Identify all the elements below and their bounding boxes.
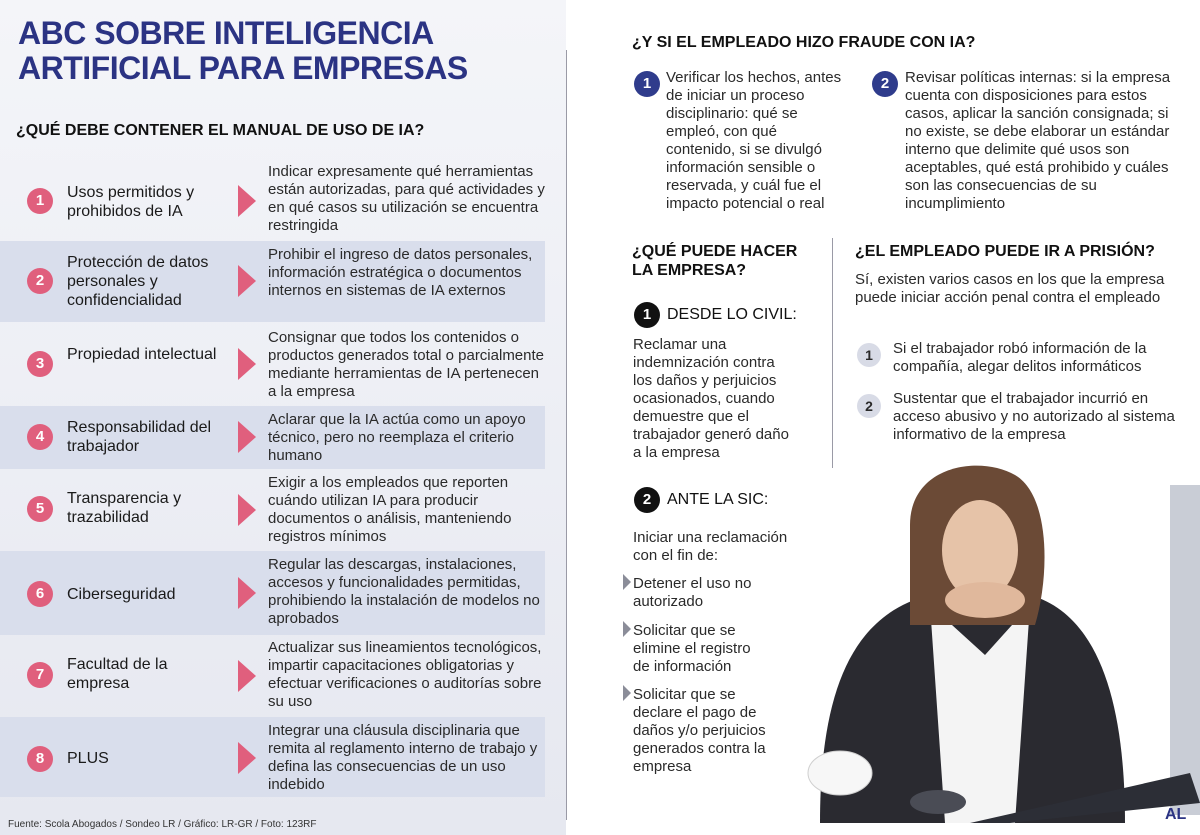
pink-arrow-icon [238, 265, 256, 297]
manual-heading: ¿QUÉ DEBE CONTENER EL MANUAL DE USO DE IA? [16, 122, 425, 139]
manual-row-7 [0, 635, 545, 717]
manual-item-label: PLUS [67, 750, 109, 767]
prison-number-badge: 2 [857, 394, 881, 418]
woman-at-desk-photo [780, 455, 1200, 823]
manual-row-1 [0, 161, 545, 241]
fraud-number-badge: 2 [872, 71, 898, 97]
manual-item-label: Facultad de la empresa [67, 656, 168, 692]
manual-number-badge: 8 [27, 746, 53, 772]
manual-number-badge: 2 [27, 268, 53, 294]
civil-title: DESDE LO CIVIL: [667, 306, 797, 323]
manual-number-badge: 5 [27, 496, 53, 522]
manual-item-description: Exigir a los empleados que reporten cuándo utilizan IA para producir documentos o análisis, manteniendo registros mínimos [268, 474, 512, 545]
civil-text: Reclamar una indemnización contra los daños y perjuicios ocasionados, cuando demuestre que el trabajador generó daño a la empresa [633, 336, 789, 461]
manual-row-6 [0, 551, 545, 635]
bullet-arrow-icon [623, 574, 631, 590]
manual-number-badge: 3 [27, 351, 53, 377]
hands-shape [945, 582, 1025, 618]
sic-number-badge: 2 [634, 487, 660, 513]
publication-logo: AL [1165, 806, 1187, 823]
pink-arrow-icon [238, 660, 256, 692]
manual-row-3 [0, 322, 545, 406]
page-title [18, 16, 468, 86]
manual-item-description: Regular las descargas, instalaciones, accesos y funcionalidades permitidas, prohibiendo la instalación de modelos no aprobados [268, 556, 540, 627]
manual-number-badge: 4 [27, 424, 53, 450]
civil-number-badge: 1 [634, 302, 660, 328]
manual-number-badge: 7 [27, 662, 53, 688]
pink-arrow-icon [238, 577, 256, 609]
manual-item-label: Transparencia y trazabilidad [67, 490, 182, 526]
manual-item-label: Responsabilidad del trabajador [67, 419, 212, 455]
title-line-2: ARTIFICIAL PARA EMPRESAS [18, 50, 468, 86]
sic-intro: Iniciar una reclamación con el fin de: [633, 529, 788, 564]
pink-arrow-icon [238, 494, 256, 526]
manual-item-description: Integrar una cláusula disciplinaria que remita al reglamento interno de trabajo y defina las consecuencias de un uso indebido [268, 722, 538, 793]
prison-case-1: Si el trabajador robó información de la compañía, alegar delitos informáticos [893, 340, 1147, 375]
company-heading: ¿QUÉ PUEDE HACER LA EMPRESA? [632, 243, 798, 279]
sic-bullet-1: Detener el uso no autorizado [633, 575, 752, 610]
manual-row-8 [0, 717, 545, 797]
pink-arrow-icon [238, 742, 256, 774]
manual-item-label: Protección de datos personales y confidencialidad [67, 254, 209, 309]
manual-item-label: Ciberseguridad [67, 586, 176, 603]
prison-intro: Sí, existen varios casos en los que la empresa puede iniciar acción penal contra el empleado [855, 271, 1165, 306]
prison-heading: ¿EL EMPLEADO PUEDE IR A PRISIÓN? [855, 243, 1155, 260]
mouse-icon [910, 790, 966, 814]
manual-row-5 [0, 469, 545, 551]
sic-bullet-2: Solicitar que se elimine el registro de información [633, 622, 751, 675]
manual-number-badge: 6 [27, 581, 53, 607]
inner-divider [832, 238, 833, 468]
manual-item-description: Actualizar sus lineamientos tecnológicos, impartir capacitaciones obligatorias y efectuar verificaciones o auditorías sobre su uso [268, 639, 542, 710]
sic-title: ANTE LA SIC: [667, 491, 769, 508]
monitor-edge [1170, 485, 1200, 815]
fraud-step-2-text: Revisar políticas internas: si la empresa cuenta con disposiciones para estos casos, aplicar la sanción consignada; si no existe, se debe elaborar un estándar interno que delimite qué usos son aceptables, qué está prohibido y cuáles son las consecuencias de su incumplimiento [905, 69, 1171, 212]
title-line-1: ABC SOBRE INTELIGENCIA [18, 15, 434, 51]
coffee-cup-icon [808, 751, 872, 795]
pink-arrow-icon [238, 185, 256, 217]
pink-arrow-icon [238, 421, 256, 453]
fraud-number-badge: 1 [634, 71, 660, 97]
manual-number-badge: 1 [27, 188, 53, 214]
bullet-arrow-icon [623, 621, 631, 637]
pink-arrow-icon [238, 348, 256, 380]
fraud-step-1-text: Verificar los hechos, antes de iniciar un proceso disciplinario: qué se empleó, con qué contenido, si se divulgó información sensible o reservada, y cuál fue el impacto potencial o real [666, 69, 842, 212]
prison-case-2: Sustentar que el trabajador incurrió en acceso abusivo y no autorizado al sistema informativo de la empresa [893, 390, 1175, 443]
manual-row-4 [0, 406, 545, 469]
manual-item-description: Consignar que todos los contenidos o productos generados total o parcialmente mediante herramientas de IA pertenecen a la empresa [268, 329, 545, 400]
manual-item-description: Prohibir el ingreso de datos personales, información estratégica o documentos internos en sistemas de IA externos [268, 246, 533, 299]
manual-row-2 [0, 241, 545, 322]
bullet-arrow-icon [623, 685, 631, 701]
sic-bullet-3: Solicitar que se declare el pago de daños y/o perjuicios generados contra la empresa [633, 686, 766, 775]
manual-item-description: Indicar expresamente qué herramientas están autorizadas, para qué actividades y en qué casos su utilización se encuentra restringida [268, 163, 545, 234]
source-footer: Fuente: Scola Abogados / Sondeo LR / Gráfico: LR-GR / Foto: 123RF [8, 819, 317, 830]
manual-item-description: Aclarar que la IA actúa como un apoyo técnico, pero no reemplaza el criterio humano [268, 411, 526, 464]
manual-item-label: Propiedad intelectual [67, 346, 217, 363]
column-divider [566, 50, 567, 820]
prison-number-badge: 1 [857, 343, 881, 367]
manual-item-label: Usos permitidos y prohibidos de IA [67, 184, 195, 220]
fraud-heading: ¿Y SI EL EMPLEADO HIZO FRAUDE CON IA? [632, 34, 976, 51]
